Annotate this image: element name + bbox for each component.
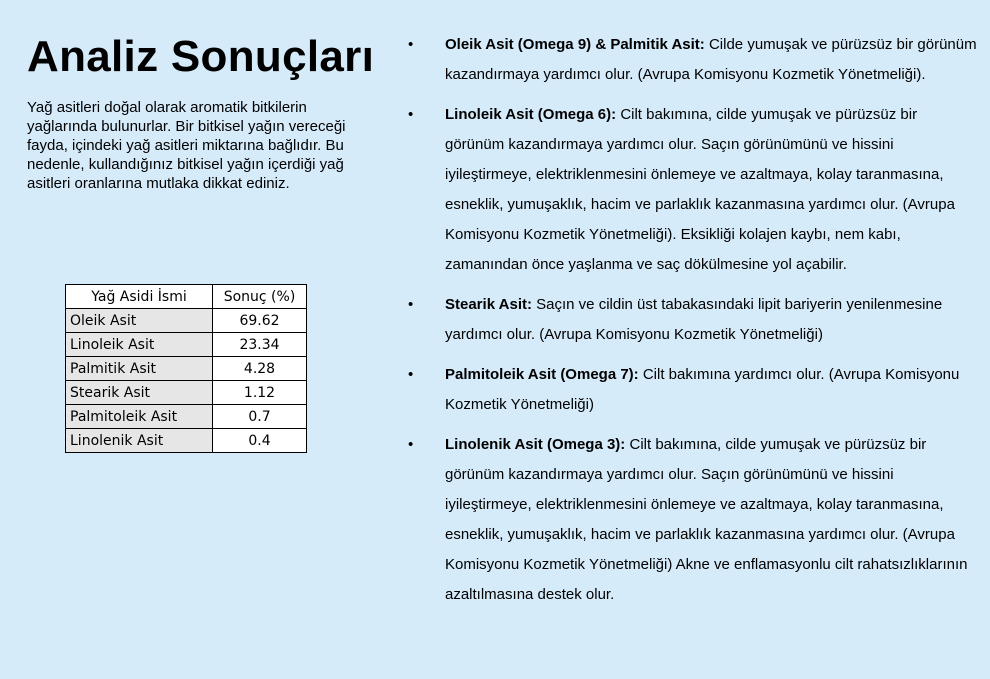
table-row	[66, 429, 307, 453]
table-header-row	[66, 285, 307, 309]
benefit-text: Cilt bakımına, cilde yumuşak ve pürüzsüz bir görünüm kazandırmaya yardımcı olur. Saçın görünümünü ve hissini iyileştirmeye, elektriklenmesini önlemeye ve azaltmaya, kolay taranmasına, esneklik, yumuşaklık, hacim ve parlaklık kazanmasına yardımcı olur. (Avrupa Komisyonu Kozmetik Yönetmeliği). Eksikliği kolajen kaybı, nem kabı, zamanından önce yaşlanma ve saç dökülmesine yol açabilir.	[445, 106, 955, 273]
bullet-icon: •	[408, 366, 414, 383]
fatty-acid-name: Palmitik Asit	[66, 357, 213, 381]
fatty-acid-name: Linolenik Asit	[66, 429, 213, 453]
table-row	[66, 309, 307, 333]
header-result-percent: Sonuç (%)	[213, 285, 307, 309]
bullet-icon: •	[408, 436, 414, 453]
benefit-text: Cilt bakımına yardımcı olur. (Avrupa Komisyonu Kozmetik Yönetmeliği)	[445, 366, 960, 413]
intro-paragraph: Yağ asitleri doğal olarak aromatik bitkilerin yağlarında bulunurlar. Bir bitkisel yağın vereceği fayda, içindeki yağ asitleri miktarına bağlıdır. Bu nedenle, kullandığınız bitkisel yağın içerdiği yağ asitleri oranlarına mutlaka dikkat ediniz.	[27, 99, 346, 192]
fatty-acid-value: 0.4	[213, 429, 307, 453]
benefit-title: Linolenik Asit (Omega 3):	[445, 436, 626, 453]
fatty-acid-name: Palmitoleik Asit	[66, 405, 213, 429]
benefit-title: Stearik Asit:	[445, 296, 532, 313]
fatty-acid-table	[65, 284, 307, 453]
page-title: Analiz Sonuçları	[27, 32, 375, 81]
benefits-list	[405, 30, 977, 620]
benefit-title: Palmitoleik Asit (Omega 7):	[445, 366, 639, 383]
table-row	[66, 357, 307, 381]
benefit-text: Cilt bakımına, cilde yumuşak ve pürüzsüz bir görünüm kazandırmaya yardımcı olur. Saçın görünümünü ve hissini iyileştirmeye, elektriklenmesini önlemeye ve azaltmaya, kolay taranmasına, esneklik, yumuşaklık, hacim ve parlaklık kazanmasına yardımcı olur. (Avrupa Komisyonu Kozmetik Yönetmeliği) Akne ve enflamasyonlu cilt rahatsızlıklarının azaltılmasına destek olur.	[445, 436, 968, 603]
fatty-acid-value: 1.12	[213, 381, 307, 405]
benefit-item-linolenik	[405, 430, 977, 610]
fatty-acid-name: Oleik Asit	[66, 309, 213, 333]
bullet-icon: •	[408, 296, 414, 313]
fatty-acid-name: Linoleik Asit	[66, 333, 213, 357]
header-fatty-acid-name: Yağ Asidi İsmi	[66, 285, 213, 309]
benefit-item-palmitoleik	[405, 360, 977, 420]
fatty-acid-value: 0.7	[213, 405, 307, 429]
table-row	[66, 405, 307, 429]
fatty-acid-value: 4.28	[213, 357, 307, 381]
benefit-title: Oleik Asit (Omega 9) & Palmitik Asit:	[445, 36, 705, 53]
benefit-text: Cilde yumuşak ve pürüzsüz bir görünüm kazandırmaya yardımcı olur. (Avrupa Komisyonu Kozmetik Yönetmeliği).	[445, 36, 977, 83]
benefit-text: Saçın ve cildin üst tabakasındaki lipit bariyerin yenilenmesine yardımcı olur. (Avrupa Komisyonu Kozmetik Yönetmeliği)	[445, 296, 943, 343]
fatty-acid-name: Stearik Asit	[66, 381, 213, 405]
table-row	[66, 333, 307, 357]
table-row	[66, 381, 307, 405]
fatty-acid-value: 69.62	[213, 309, 307, 333]
bullet-icon: •	[408, 106, 414, 123]
benefit-item-oleik-palmitik	[405, 30, 977, 90]
bullet-icon: •	[408, 36, 414, 53]
fatty-acid-value: 23.34	[213, 333, 307, 357]
benefit-item-stearik	[405, 290, 977, 350]
benefit-title: Linoleik Asit (Omega 6):	[445, 106, 617, 123]
benefit-item-linoleik	[405, 100, 977, 280]
